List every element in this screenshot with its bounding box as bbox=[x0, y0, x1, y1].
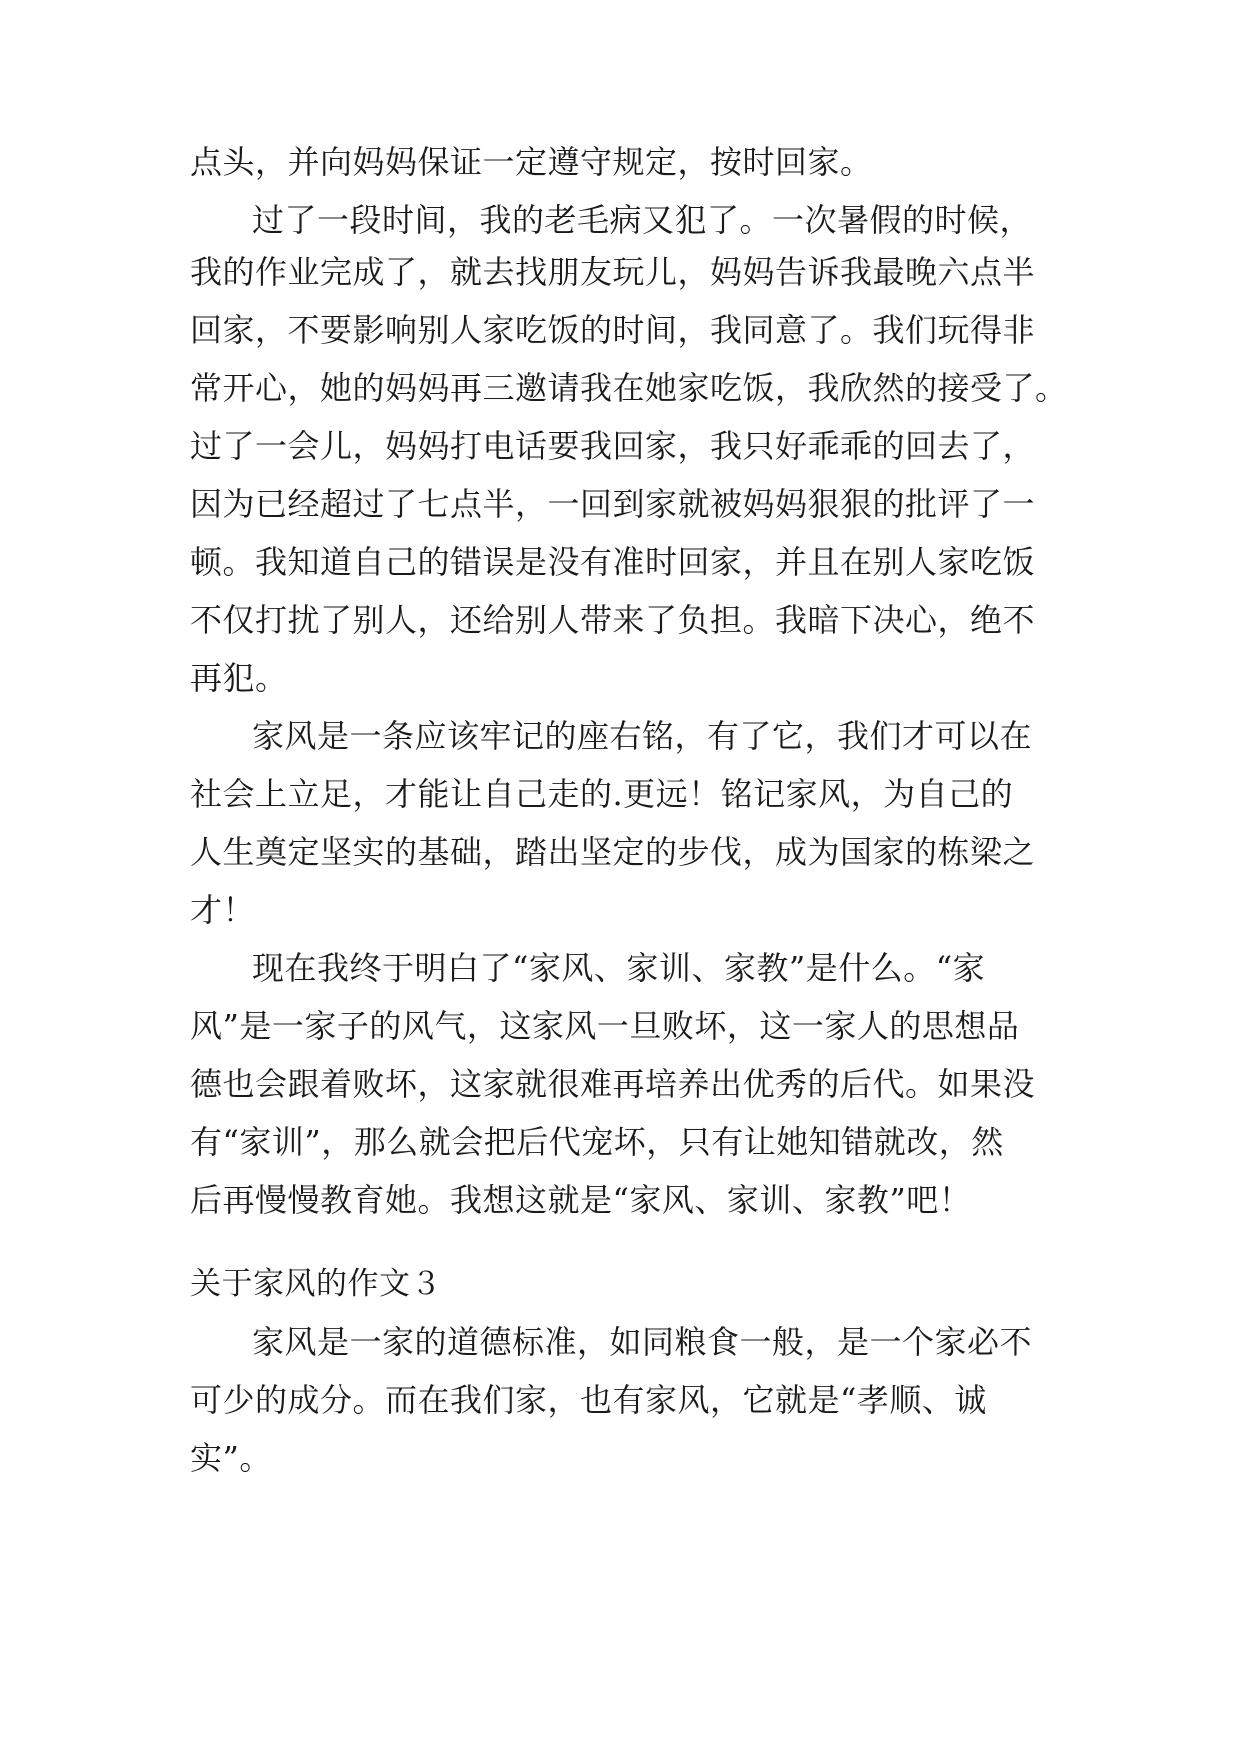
text-line: 可少的成分。而在我们家，也有家风，它就是“孝顺、诚 bbox=[190, 1381, 987, 1419]
text-line: 再犯。 bbox=[190, 659, 288, 697]
text-line: 点头，并向妈妈保证一定遵守规定，按时回家。 bbox=[190, 143, 873, 181]
text-line: 社会上立足，才能让自己走的.更远！铭记家风，为自己的 bbox=[190, 775, 1014, 813]
paragraph-first-line: 家风是一条应该牢记的座右铭，有了它，我们才可以在 bbox=[252, 717, 1033, 755]
text-line: 风”是一家子的风气，这家风一旦败坏，这一家人的思想品 bbox=[190, 1007, 1020, 1045]
text-line: 回家，不要影响别人家吃饭的时间，我同意了。我们玩得非 bbox=[190, 311, 1036, 349]
text-line: 有“家训”，那么就会把后代宠坏，只有让她知错就改，然 bbox=[190, 1123, 1004, 1161]
text-line: 因为已经超过了七点半，一回到家就被妈妈狠狠的批评了一 bbox=[190, 485, 1036, 523]
text-line: 才！ bbox=[190, 891, 256, 929]
paragraph-first-line: 过了一段时间，我的老毛病又犯了。一次暑假的时候， bbox=[252, 201, 1033, 239]
text-line: 常开心，她的妈妈再三邀请我在她家吃饭，我欣然的接受了。 bbox=[190, 369, 1068, 407]
section-heading: 关于家风的作文３ bbox=[190, 1266, 442, 1302]
text-line: 人生奠定坚实的基础，踏出坚定的步伐，成为国家的栋梁之 bbox=[190, 833, 1036, 871]
text-line: 后再慢慢教育她。我想这就是“家风、家训、家教”吧！ bbox=[190, 1181, 972, 1219]
text-line: 我的作业完成了，就去找朋友玩儿，妈妈告诉我最晚六点半 bbox=[190, 253, 1036, 291]
text-line: 实”。 bbox=[190, 1439, 272, 1477]
text-line: 过了一会儿，妈妈打电话要我回家，我只好乖乖的回去了， bbox=[190, 427, 1036, 465]
text-line: 不仅打扰了别人，还给别人带来了负担。我暗下决心，绝不 bbox=[190, 601, 1036, 639]
paragraph-first-line: 现在我终于明白了“家风、家训、家教”是什么。“家 bbox=[252, 949, 986, 987]
paragraph-first-line: 家风是一家的道德标准，如同粮食一般，是一个家必不 bbox=[252, 1323, 1033, 1361]
text-line: 顿。我知道自己的错误是没有准时回家，并且在别人家吃饭 bbox=[190, 543, 1036, 581]
text-line: 德也会跟着败坏，这家就很难再培养出优秀的后代。如果没 bbox=[190, 1065, 1036, 1103]
